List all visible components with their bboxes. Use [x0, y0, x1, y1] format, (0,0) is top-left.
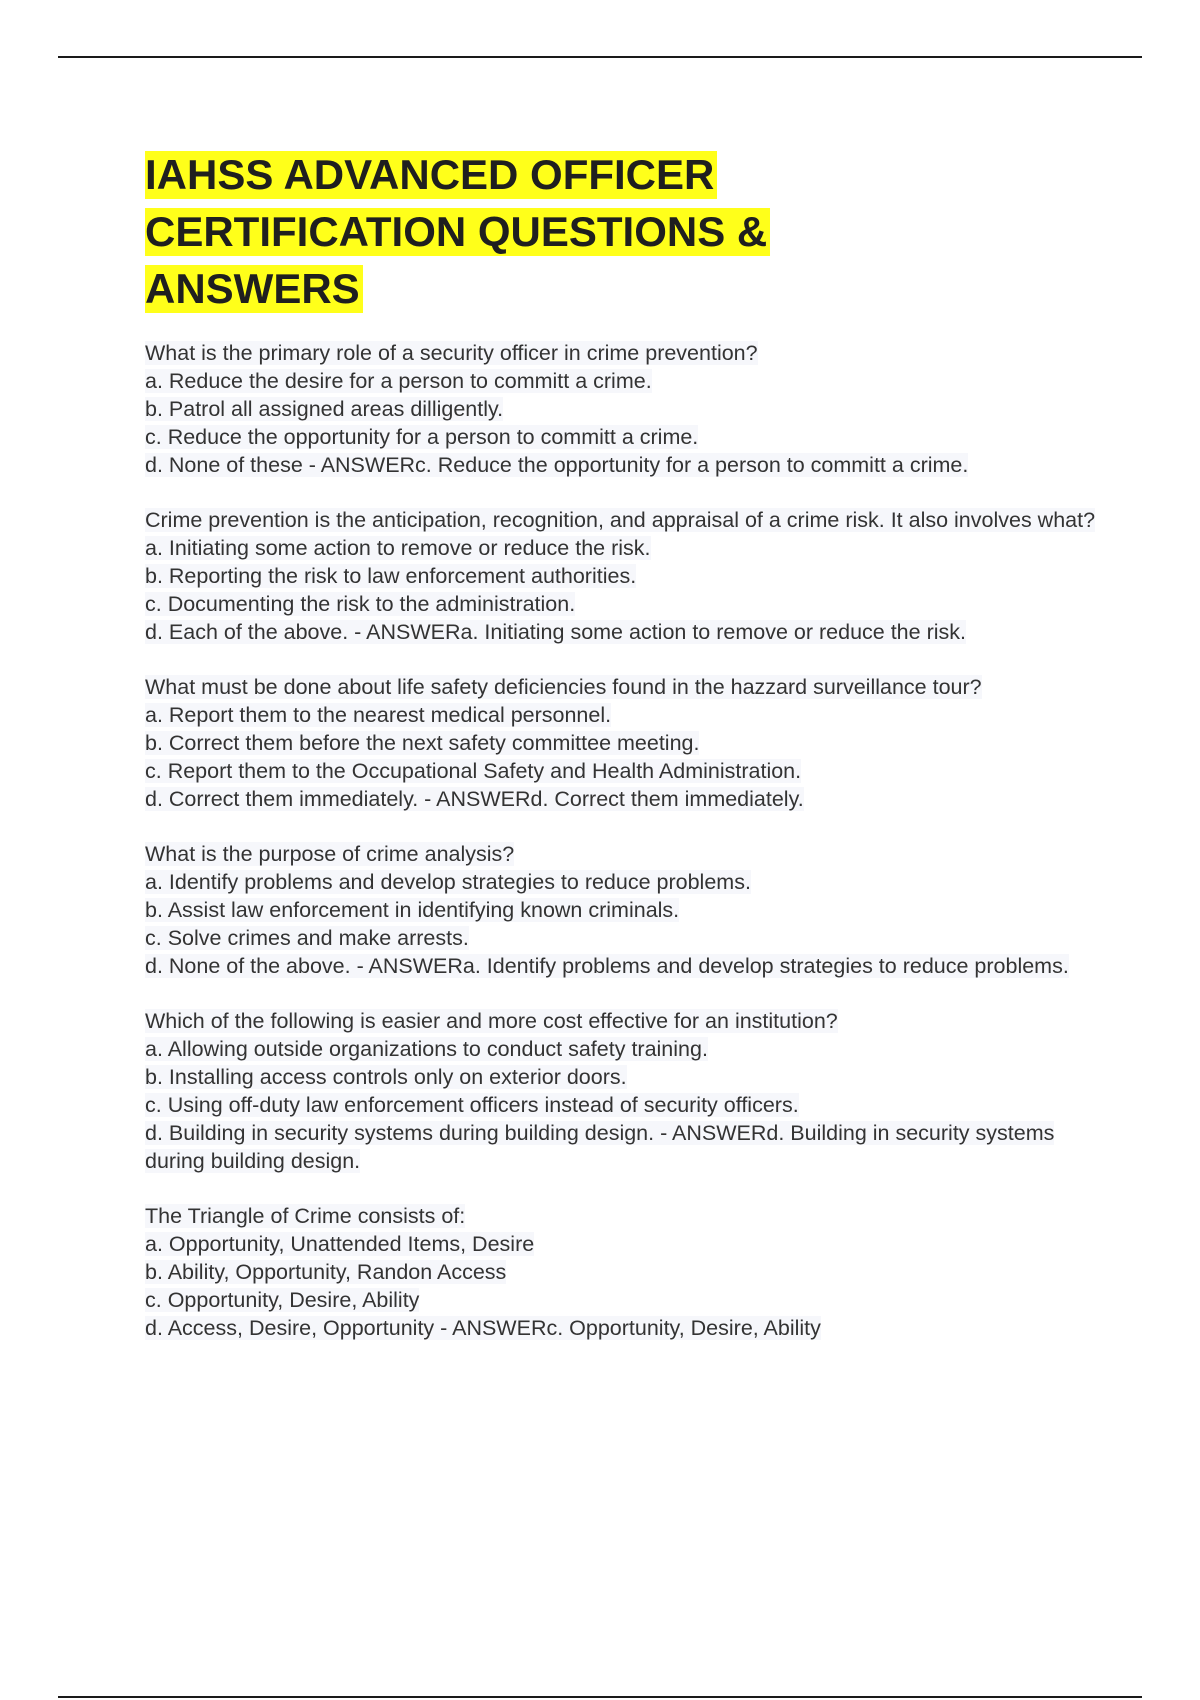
document-title	[145, 146, 1105, 317]
question-5-prompt: Which of the following is easier and more cost effective for an institution?	[145, 1009, 838, 1033]
question-4-prompt: What is the purpose of crime analysis?	[145, 842, 515, 866]
title-line-3: ANSWERS	[145, 265, 363, 313]
question-block-6	[145, 1202, 1105, 1342]
question-block-2	[145, 506, 1105, 646]
question-4-option-d-answer: d. None of the above. - ANSWERa. Identify problems and develop strategies to reduce problems.	[145, 954, 1069, 978]
question-4-option-b: b. Assist law enforcement in identifying known criminals.	[145, 898, 680, 922]
question-5-option-c: c. Using off-duty law enforcement officers instead of security officers.	[145, 1093, 799, 1117]
question-4-option-a: a. Identify problems and develop strategies to reduce problems.	[145, 870, 751, 894]
question-3-option-b: b. Correct them before the next safety committee meeting.	[145, 731, 700, 755]
question-2-option-d-answer: d. Each of the above. - ANSWERa. Initiating some action to remove or reduce the risk.	[145, 620, 966, 644]
title-line-1: IAHSS ADVANCED OFFICER	[145, 151, 717, 199]
question-1-option-c: c. Reduce the opportunity for a person to committ a crime.	[145, 425, 699, 449]
question-2-option-a: a. Initiating some action to remove or reduce the risk.	[145, 536, 651, 560]
question-2-option-c: c. Documenting the risk to the administration.	[145, 592, 576, 616]
question-3-option-d-answer: d. Correct them immediately. - ANSWERd. Correct them immediately.	[145, 787, 804, 811]
question-6-option-a: a. Opportunity, Unattended Items, Desire	[145, 1232, 535, 1256]
question-2-option-b: b. Reporting the risk to law enforcement authorities.	[145, 564, 637, 588]
question-6-option-c: c. Opportunity, Desire, Ability	[145, 1288, 420, 1312]
question-5-option-a: a. Allowing outside organizations to conduct safety training.	[145, 1037, 708, 1061]
question-4-option-c: c. Solve crimes and make arrests.	[145, 926, 469, 950]
question-3-option-c: c. Report them to the Occupational Safety and Health Administration.	[145, 759, 802, 783]
question-1-option-b: b. Patrol all assigned areas dilligently.	[145, 397, 504, 421]
question-3-option-a: a. Report them to the nearest medical personnel.	[145, 703, 612, 727]
question-6-option-d-answer: d. Access, Desire, Opportunity - ANSWERc. Opportunity, Desire, Ability	[145, 1316, 821, 1340]
question-5-option-d-answer: d. Building in security systems during building design. - ANSWERd. Building in security systems during building design.	[145, 1121, 1055, 1173]
bottom-rule	[58, 1696, 1142, 1698]
question-6-prompt: The Triangle of Crime consists of:	[145, 1204, 466, 1228]
title-line-2: CERTIFICATION QUESTIONS &	[145, 208, 770, 256]
question-block-3	[145, 673, 1105, 813]
question-1-prompt: What is the primary role of a security officer in crime prevention?	[145, 341, 758, 365]
question-6-option-b: b. Ability, Opportunity, Randon Access	[145, 1260, 507, 1284]
question-1-option-d-answer: d. None of these - ANSWERc. Reduce the opportunity for a person to committ a crime.	[145, 453, 969, 477]
question-block-1	[145, 339, 1105, 479]
question-3-prompt: What must be done about life safety deficiencies found in the hazzard surveillance tour?	[145, 675, 982, 699]
question-block-4	[145, 840, 1105, 980]
document-body	[145, 146, 1105, 1369]
question-5-option-b: b. Installing access controls only on exterior doors.	[145, 1065, 627, 1089]
question-block-5	[145, 1007, 1105, 1175]
question-2-prompt: Crime prevention is the anticipation, recognition, and appraisal of a crime risk. It also involves what?	[145, 508, 1096, 532]
question-1-option-a: a. Reduce the desire for a person to committ a crime.	[145, 369, 652, 393]
top-rule	[58, 56, 1142, 58]
